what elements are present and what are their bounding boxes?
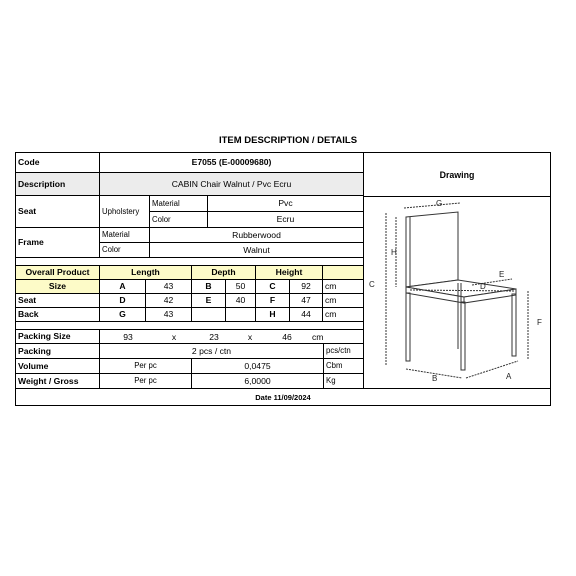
- date-line: Date 11/09/2024: [255, 392, 311, 402]
- seat-color-label: Color: [150, 212, 208, 228]
- dim-code: B: [192, 280, 226, 294]
- spacer-row: [16, 258, 364, 266]
- frame-color-value: Walnut: [150, 243, 364, 258]
- dim-code: [192, 308, 226, 322]
- dim-code: F: [256, 294, 290, 308]
- dim-value: 40: [226, 294, 256, 308]
- dim-value: 92: [290, 280, 323, 294]
- code-label: Code: [16, 153, 100, 173]
- length-header: Length: [100, 266, 192, 280]
- upholstery-label: Upholstery: [100, 196, 150, 228]
- frame-color-label: Color: [100, 243, 150, 258]
- seat-material-value: Pvc: [208, 196, 364, 212]
- dim-value: [226, 308, 256, 322]
- weight-per: Per pc: [100, 374, 192, 389]
- packing-size-label: Packing Size: [16, 330, 100, 344]
- dim-value: 50: [226, 280, 256, 294]
- volume-unit: Cbm: [324, 359, 364, 374]
- volume-value: 0,0475: [192, 359, 324, 374]
- unit-header-blank: [323, 266, 364, 280]
- drawing-letter: B: [432, 374, 438, 383]
- weight-unit: Kg: [324, 374, 364, 389]
- spec-sheet: [15, 152, 551, 406]
- dim-value: 44: [290, 308, 323, 322]
- dim-code: E: [192, 294, 226, 308]
- drawing-letter: H: [391, 248, 397, 257]
- drawing-letter: A: [506, 372, 512, 381]
- back-dim-label: Back: [16, 308, 100, 322]
- dim-code: D: [100, 294, 146, 308]
- drawing-letter: D: [480, 282, 486, 291]
- seat-color-value: Ecru: [208, 212, 364, 228]
- depth-header: Depth: [192, 266, 256, 280]
- description-value: CABIN Chair Walnut / Pvc Ecru: [100, 173, 364, 196]
- volume-per: Per pc: [100, 359, 192, 374]
- drawing-heading: Drawing: [364, 153, 550, 197]
- packing-size-x: x: [171, 331, 177, 342]
- dim-code: H: [256, 308, 290, 322]
- drawing-letter: E: [499, 270, 505, 279]
- page-title: ITEM DESCRIPTION / DETAILS: [218, 135, 358, 146]
- dim-code: G: [100, 308, 146, 322]
- seat-dim-label: Seat: [16, 294, 100, 308]
- packing-unit: pcs/ctn: [324, 344, 364, 359]
- frame-material-label: Material: [100, 228, 150, 243]
- drawing-letter: G: [436, 199, 443, 208]
- weight-value: 6,0000: [192, 374, 324, 389]
- dim-value: 43: [146, 280, 192, 294]
- seat-material-label: Material: [150, 196, 208, 212]
- seat-label: Seat: [16, 196, 100, 228]
- packing-size-c: 46: [282, 331, 292, 342]
- code-value: E7055 (E-00009680): [100, 153, 364, 173]
- packing-size-a: 93: [123, 331, 133, 342]
- dim-value: 42: [146, 294, 192, 308]
- drawing-divider: [363, 153, 364, 389]
- drawing-letter: F: [537, 318, 542, 327]
- frame-label: Frame: [16, 228, 100, 258]
- description-label: Description: [16, 173, 100, 196]
- packing-size-unit: cm: [312, 331, 324, 342]
- spacer-row: [16, 322, 364, 330]
- chair-drawing: [366, 199, 548, 385]
- dim-code: C: [256, 280, 290, 294]
- dim-unit: cm: [323, 308, 364, 322]
- frame-material-value: Rubberwood: [150, 228, 364, 243]
- dim-value: 43: [146, 308, 192, 322]
- packing-size-x: x: [247, 331, 253, 342]
- dim-unit: cm: [323, 294, 364, 308]
- dim-code: A: [100, 280, 146, 294]
- overall-size-label: Overall Product: [16, 266, 100, 280]
- dim-unit: cm: [323, 280, 364, 294]
- drawing-letter: C: [369, 280, 375, 289]
- dim-value: 47: [290, 294, 323, 308]
- volume-label: Volume: [16, 359, 100, 374]
- packing-value: 2 pcs / ctn: [100, 344, 324, 359]
- packing-size-b: 23: [209, 331, 219, 342]
- weight-label: Weight / Gross: [16, 374, 100, 389]
- size-label: Size: [16, 280, 100, 294]
- height-header: Height: [256, 266, 323, 280]
- packing-label: Packing: [16, 344, 100, 359]
